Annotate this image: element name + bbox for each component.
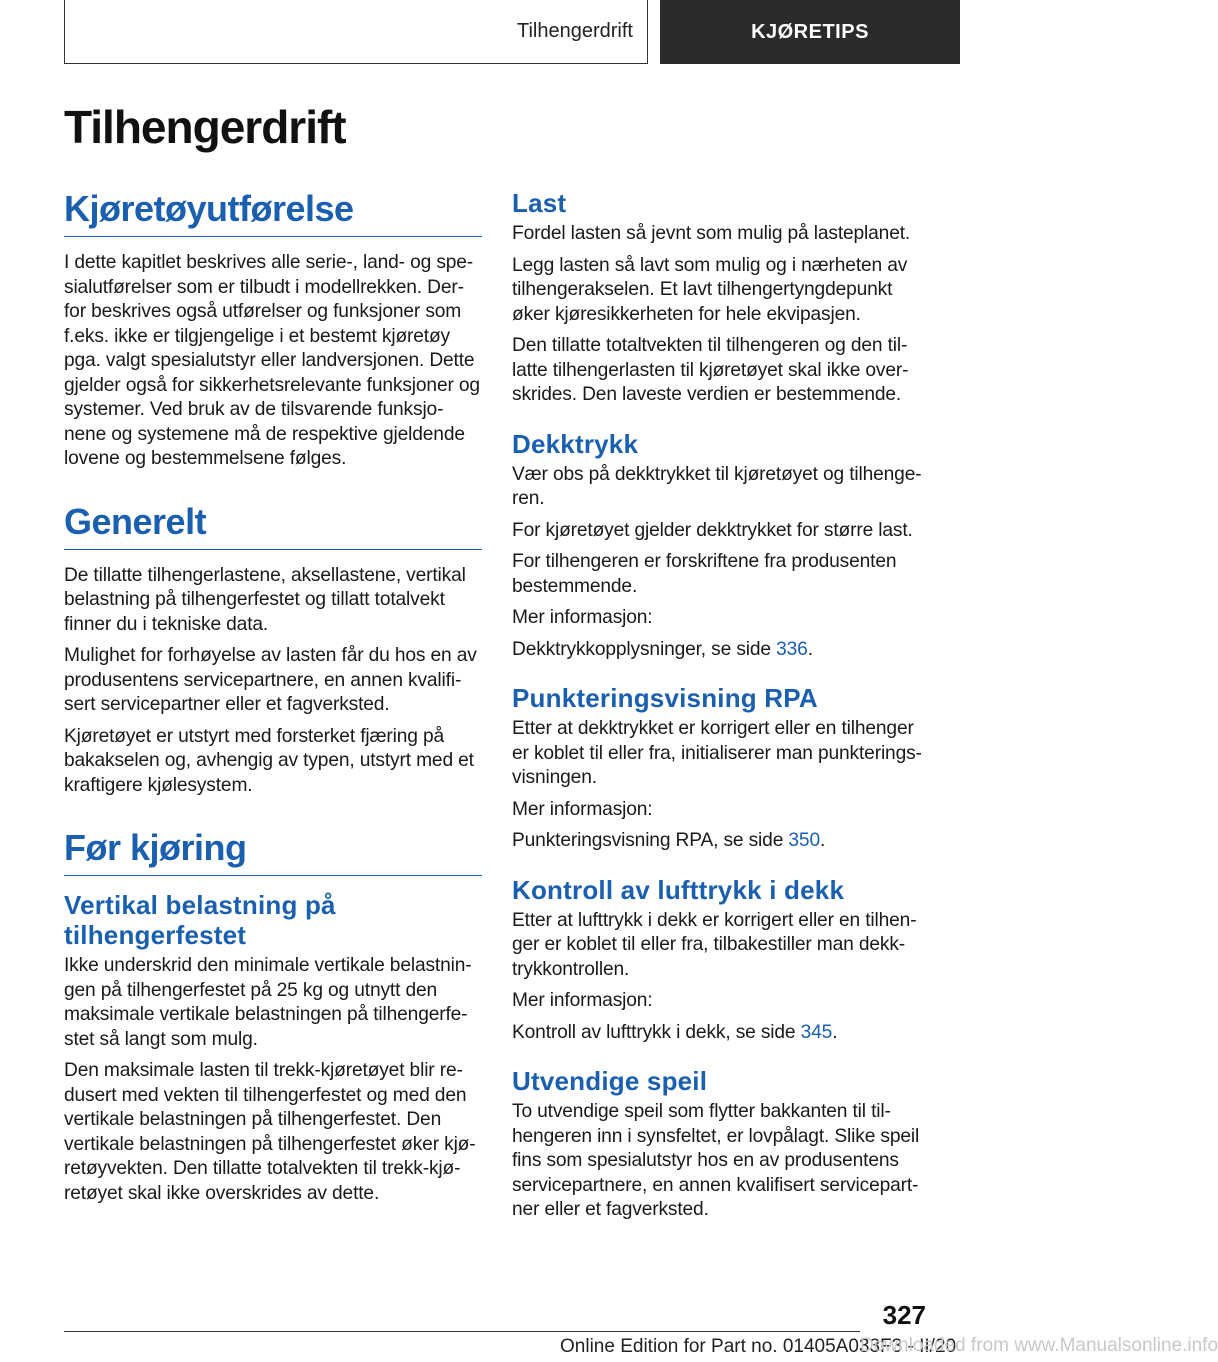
page-link-336[interactable]: 336 (776, 638, 808, 660)
footer-divider (64, 1331, 860, 1332)
page-link-345[interactable]: 345 (800, 1021, 833, 1043)
paragraph-last-3: Den tillatte totaltvekten til tilhengeren og den til-latte tilhengerlasten til kjøretøyet skal ikke over-skrides. Den laveste verdien er bestemmende. (512, 335, 909, 405)
reference-text: Punkteringsvisning RPA, se side (512, 830, 784, 851)
paragraph-generelt-2: Mulighet for forhøyelse av lasten får du hos en av produsentens servicepartnere, en annen kvalifi-sert servicepartner eller et fagverksted. (64, 645, 477, 715)
heading-for-kjoring: Før kjøring (64, 827, 482, 876)
paragraph-vertikal-1: Ikke underskrid den minimale vertikale belastnin-gen på tilhengerfestet på 25 kg og utnytt den maksimale vertikale belastningen på tilhengerfe-stet så langt som mulg. (64, 955, 472, 1050)
paragraph-dekktrykk-1: Vær obs på dekktrykket til kjøretøyet og tilhenge-ren. (512, 463, 922, 509)
paragraph-dekktrykk-more: Mer informasjon: (512, 607, 653, 628)
header-section-label: Tilhengerdrift (517, 20, 633, 42)
heading-last: Last (512, 188, 567, 218)
reference-text: Kontroll av lufttrykk i dekk, se side (512, 1021, 796, 1043)
page-title: Tilhengerdrift (64, 101, 346, 153)
paragraph-rpa-more: Mer informasjon: (512, 798, 653, 820)
paragraph-dekktrykk-ref: Dekktrykkopplysninger, se side 336. (512, 638, 813, 660)
heading-dekktrykk: Dekktrykk (512, 428, 639, 459)
paragraph-speil-1: To utvendige speil som flytter bakkanten til til-hengeren inn i synsfeltet, er lovpålagt. Slike speil fins som spesialutstyr hos en av produsentens servicepartnere, en annen kvalifisert servicepart-ner eller et fagverksted. (512, 1101, 920, 1220)
header-section-tab (64, 0, 648, 64)
paragraph-last-2: Legg lasten så lavt som mulig og i nærheten av tilhengerakselen. Et lavt tilhengertyngdepunkt øker kjøresikkerheten for hele ekvipasjen. (512, 254, 908, 325)
paragraph-dekktrykk-2: For kjøretøyet gjelder dekktrykket for større last. (512, 519, 913, 541)
heading-vertikal-belastning: Vertikal belastning på tilhengerfestet (64, 890, 336, 950)
paragraph-kontroll-1: Etter at lufttrykk i dekk er korrigert eller en tilhen-ger er koblet til eller fra, tilbakestiller man dekk-trykkontrollen. (512, 909, 917, 980)
reference-text: Dekktrykkopplysninger, se side (512, 638, 771, 660)
paragraph-kontroll-ref: Kontroll av lufttrykk i dekk, se side 345. (512, 1021, 838, 1043)
paragraph-last-1: Fordel lasten så jevnt som mulig på lasteplanet. (512, 223, 911, 244)
paragraph-rpa-ref: Punkteringsvisning RPA, se side 350. (512, 830, 826, 851)
right-column (512, 188, 926, 1230)
paragraph-generelt-3: Kjøretøyet er utstyrt med forsterket fjæring på bakakselen og, avhengig av typen, utstyrt med et kraftigere kjølesystem. (64, 725, 474, 796)
heading-generelt: Generelt (64, 501, 482, 550)
paragraph-kontroll-more: Mer informasjon: (512, 990, 653, 1011)
page-link-350[interactable]: 350 (788, 830, 820, 851)
left-column (64, 188, 482, 1213)
header-chapter-tab (660, 0, 960, 64)
heading-kontroll-lufttrykk: Kontroll av lufttrykk i dekk (512, 874, 845, 905)
paragraph-vertikal-2: Den maksimale lasten til trekk-kjøretøyet blir re-dusert med vekten til tilhengerfestet og med den vertikale belastningen på tilhengerfestet. Den vertikale belastningen på tilhengerfestet øker kjø-retøyvekten. Den tillatte totalvekten til trekk-kjø-retøyet skal ikke overskrides av dette. (64, 1060, 476, 1204)
heading-punkteringsvisning-rpa: Punkteringsvisning RPA (512, 683, 818, 713)
paragraph-kjoretoyutforelse: I dette kapitlet beskrives alle serie-, land- og spe-sialutførelser som er tilbudt i modellrekken. Der-for beskrives også utførelser og funksjoner som f.eks. ikke er tilgjengelige i et bestemt kjøretøy pga. valgt spesialutstyr eller landversjonen. Dette gjelder også for sikkerhetsrelevante funksjoner og systemer. Ved bruk av de tilsvarende funksjo-nene og systemene må de respektive gjeldende lovene og bestemmelsene følges. (64, 252, 480, 469)
footer-edition-text: Online Edition for Part no. 01405A033F3 - II/20 (560, 1336, 957, 1357)
watermark-text: Downloaded from www.Manualsonline.info (860, 1335, 1218, 1356)
paragraph-rpa-1: Etter at dekktrykket er korrigert eller en tilhenger er koblet til eller fra, initialiserer man punkterings-visningen. (512, 718, 922, 788)
heading-utvendige-speil: Utvendige speil (512, 1066, 708, 1096)
paragraph-dekktrykk-3: For tilhengeren er forskriftene fra produsenten bestemmende. (512, 551, 897, 597)
paragraph-generelt-1: De tillatte tilhengerlastene, aksellastene, vertikal belastning på tilhengerfestet og tillatt totalvekt finner du i tekniske data. (64, 564, 466, 635)
header-chapter-label: KJØRETIPS (751, 20, 869, 43)
page-number: 327 (882, 1300, 926, 1330)
heading-kjoretoyutforelse: Kjøretøyutførelse (64, 188, 482, 237)
